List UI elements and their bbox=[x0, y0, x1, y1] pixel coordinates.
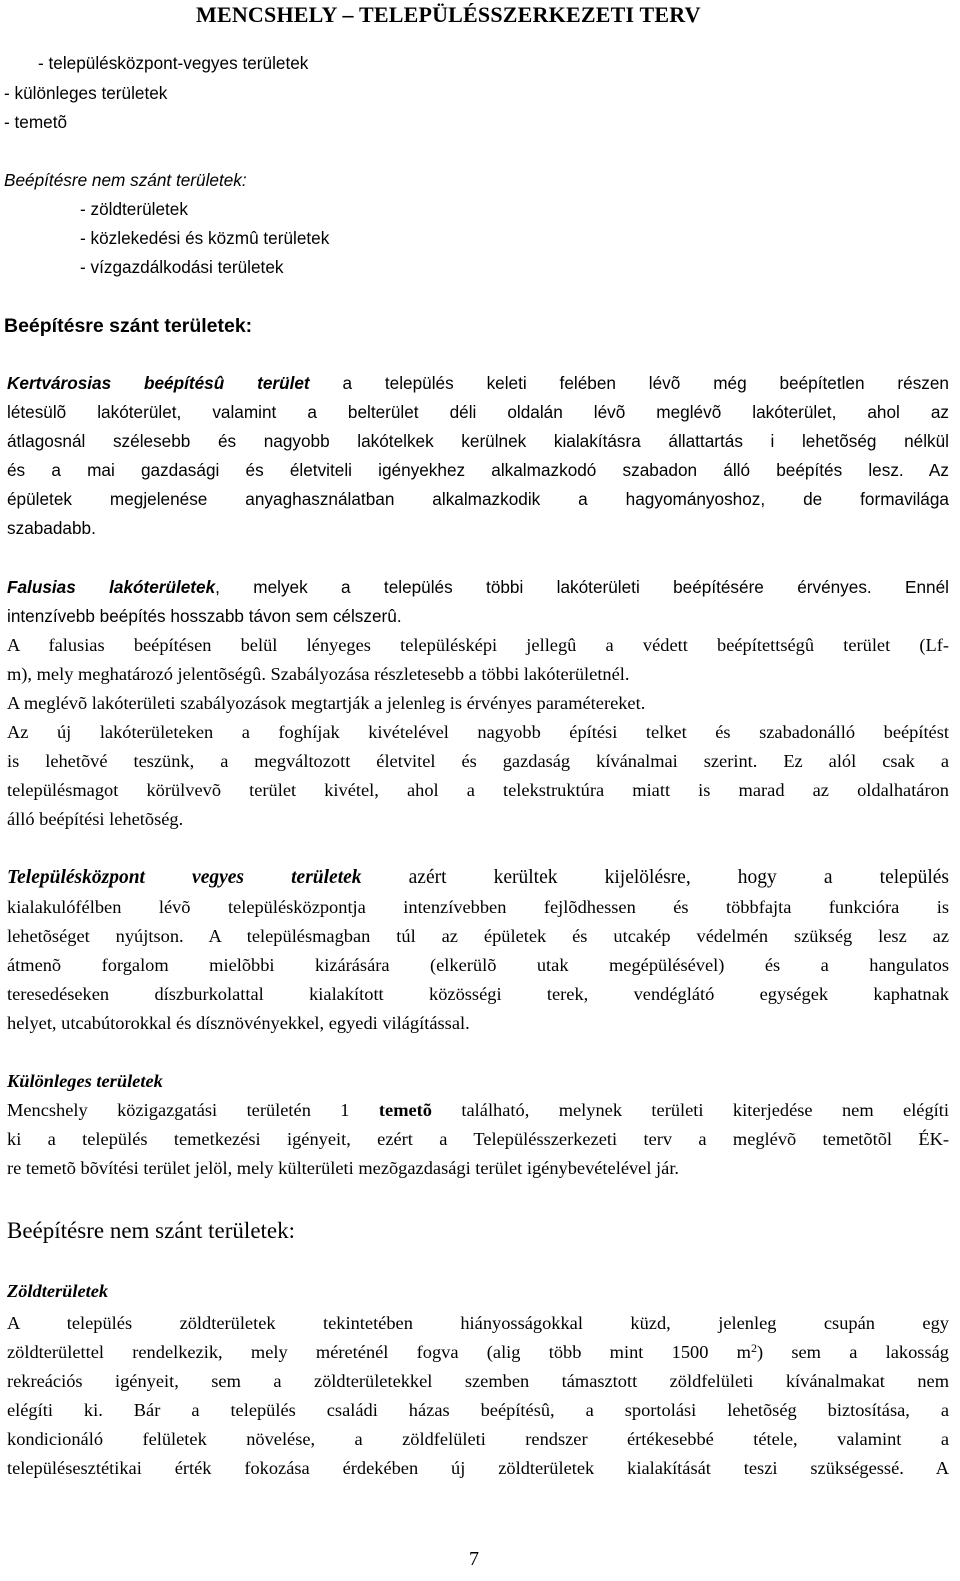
paragraph-line: Mencshely közigazgatási területén 1 temetõ található, melynek területi kiterjedése nem elégíti bbox=[7, 1100, 949, 1120]
paragraph-line: ki a település temetkezési igényeit, ezért a Településszerkezeti terv a meglévõ temetõtõl ÉK- bbox=[7, 1129, 949, 1149]
list-item: - temetõ bbox=[4, 112, 68, 132]
paragraph-line: és a mai gazdasági és életviteli igényekhez alkalmazkodó szabadon álló beépítés lesz. Az bbox=[7, 460, 949, 480]
paragraph-line: kialakulófélben lévõ településközpontja intenzívebben fejlõdhessen és többfajta funkcióra is bbox=[7, 897, 949, 917]
paragraph-line: is lehetõvé teszünk, a megváltozott életvitel és gazdaság kívánalmai szerint. Ez alól csak a bbox=[7, 751, 949, 771]
paragraph-line: Falusias lakóterületek, melyek a település többi lakóterületi beépítésére érvényes. Ennél bbox=[7, 577, 949, 597]
list-item: - zöldterületek bbox=[80, 199, 188, 219]
paragraph-line: rekreációs igényeit, sem a zöldterületekkel szemben támasztott zöldfelületi kívánalmakat nem bbox=[7, 1371, 949, 1391]
paragraph-line: kondicionáló felületek növelése, a zöldfelületi rendszer értékesebbé tétele, valamint a bbox=[7, 1429, 949, 1449]
term-falusias: Falusias lakóterületek bbox=[7, 577, 216, 597]
page-header-title: MENCSHELY – TELEPÜLÉSSZERKEZETI TERV bbox=[196, 2, 701, 27]
page-number: 7 bbox=[469, 1548, 479, 1570]
paragraph-line: Településközpont vegyes területek azért kerültek kijelölésre, hogy a település bbox=[7, 867, 949, 888]
paragraph-line: létesülõ lakóterület, valamint a belterület déli oldalán lévõ meglévõ lakóterület, ahol az bbox=[7, 402, 949, 422]
paragraph-line: szabadabb. bbox=[7, 518, 96, 538]
term-temeto: temetõ bbox=[378, 1100, 432, 1120]
nonbuild-intro: Beépítésre nem szánt területek: bbox=[4, 170, 247, 190]
term-telepuleskozpont: Településközpont vegyes területek bbox=[7, 867, 362, 888]
paragraph-line: lehetõséget nyújtson. A településmagban túl az épületek és utcakép védelmén szükség lesz az bbox=[7, 926, 949, 946]
section-subheading: Zöldterületek bbox=[7, 1281, 109, 1301]
list-item: - vízgazdálkodási területek bbox=[80, 257, 284, 277]
list-item: - különleges területek bbox=[4, 83, 168, 103]
paragraph-line: épületek megjelenése anyaghasználatban alkalmazkodik a hagyományoshoz, de formavilága bbox=[7, 489, 949, 509]
paragraph-line: elégíti ki. Bár a település családi házas beépítésû, a sportolási lehetõség biztosítása, a bbox=[7, 1400, 949, 1420]
section-heading: Beépítésre nem szánt területek: bbox=[7, 1218, 296, 1243]
paragraph-line: re temetõ bõvítési terület jelöl, mely külterületi mezõgazdasági terület igénybevételével jár. bbox=[7, 1158, 680, 1178]
paragraph-line: intenzívebb beépítés hosszabb távon sem célszerû. bbox=[7, 606, 402, 626]
paragraph-line: Kertvárosias beépítésû terület a település keleti felében lévõ még beépítetlen részen bbox=[7, 373, 949, 393]
section-subheading: Különleges területek bbox=[7, 1071, 163, 1091]
paragraph-line: zöldterülettel rendelkezik, mely méreténél fogva (alig több mint 1500 $m^2$) sem a lakosság bbox=[7, 1341, 949, 1362]
paragraph-line: teresedéseken díszburkolattal kialakított közösségi terek, vendéglátó egységek kaphatnak bbox=[7, 984, 949, 1004]
paragraph-line: településesztétikai érték fokozása érdekében új zöldterületek kialakítását teszi szükségessé. A bbox=[7, 1458, 949, 1478]
paragraph-line: m), mely meghatározó jelentõségû. Szabályozása részletesebb a többi lakóterületnél. bbox=[7, 664, 630, 684]
list-item: - településközpont-vegyes területek bbox=[38, 53, 309, 73]
paragraph-line: Az új lakóterületeken a foghíjak kivételével nagyobb építési telket és szabadonálló beépítést bbox=[7, 722, 949, 742]
term-kertvarosias: Kertvárosias beépítésû terület bbox=[7, 373, 310, 393]
superscript: 2 bbox=[750, 1341, 757, 1355]
paragraph-line: településmagot körülvevõ terület kivétel, ahol a telekstruktúra miatt is marad az oldalhatáron bbox=[7, 780, 949, 800]
paragraph-line: A település zöldterületek tekintetében hiányosságokkal küzd, jelenleg csupán egy bbox=[7, 1313, 949, 1333]
paragraph-line: A meglévõ lakóterületi szabályozások megtartják a jelenleg is érvényes paramétereket. bbox=[7, 693, 646, 713]
section-heading: Beépítésre szánt területek: bbox=[4, 315, 253, 337]
paragraph-line: átlagosnál szélesebb és nagyobb lakótelkek kerülnek kialakításra állattartás i lehetõség nélkül bbox=[7, 431, 949, 451]
paragraph-line: helyet, utcabútorokkal és dísznövényekkel, egyedi világítással. bbox=[7, 1013, 470, 1033]
list-item: - közlekedési és közmû területek bbox=[80, 228, 330, 248]
paragraph-line: álló beépítési lehetõség. bbox=[7, 809, 184, 829]
paragraph-line: A falusias beépítésen belül lényeges településképi jellegû a védett beépítettségû terület (Lf- bbox=[7, 635, 949, 655]
paragraph-line: átmenõ forgalom mielõbbi kizárására (elkerülõ utak megépülésével) és a hangulatos bbox=[7, 955, 949, 975]
